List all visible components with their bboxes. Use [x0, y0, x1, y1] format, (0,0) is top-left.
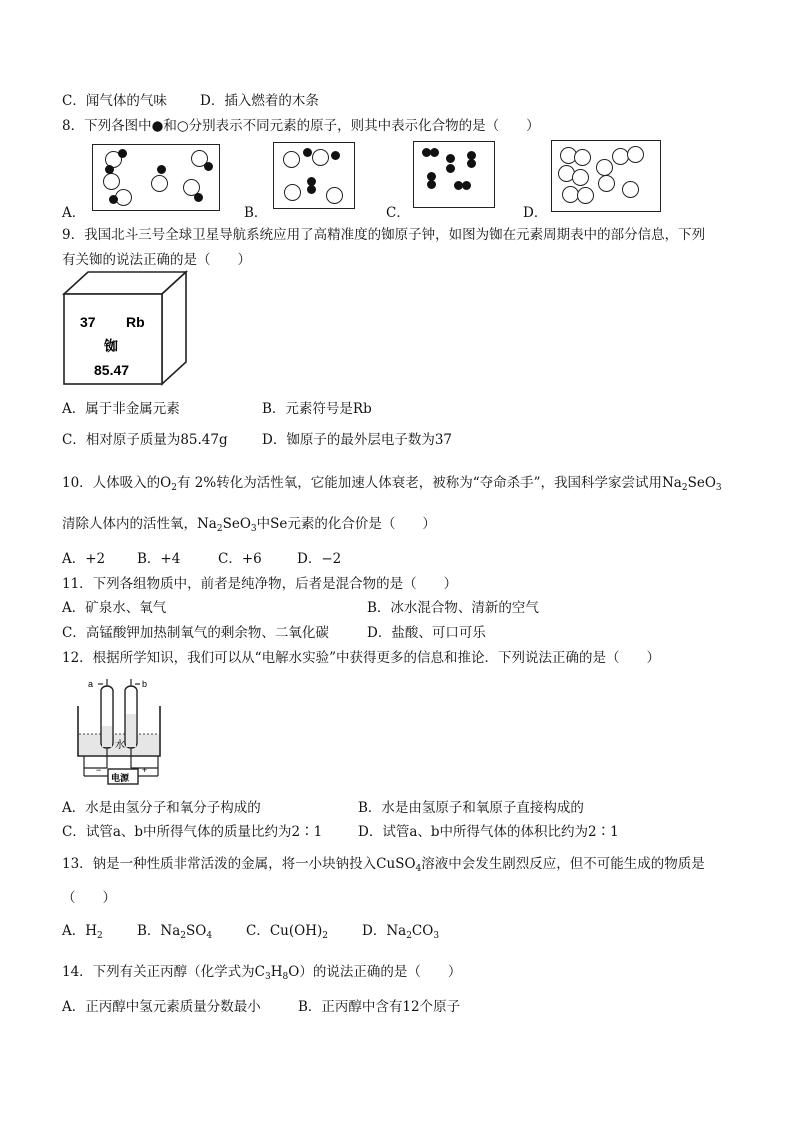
element-symbol: Rb: [126, 314, 145, 330]
q12-option-a: A．水是由氢分子和氧分子构成的: [62, 800, 261, 816]
q13-option-b: B．$Na_2SO_4$: [137, 923, 213, 941]
q8-figure-b: [273, 142, 355, 209]
q11-option-a: A．矿泉水、氧气: [62, 600, 167, 616]
q12-stem: 12．根据所学知识，我们可以从“电解水实验”中获得更多的信息和推论．下列说法正确的是（ ）: [62, 650, 660, 666]
power-minus-label: −: [96, 765, 102, 775]
q8-figure-d: [551, 140, 661, 212]
q7-option-d: D．插入燃着的木条: [200, 93, 319, 109]
q9-option-b: B．元素符号是Rb: [262, 401, 372, 417]
q12-option-c: C．试管a、b中所得气体的质量比约为2∶1: [62, 824, 323, 840]
q11-option-b: B．冰水混合物、清新的空气: [367, 600, 539, 616]
q8-stem: 8．下列各图中●和○分别表示不同元素的原子，则其中表示化合物的是（ ）: [62, 118, 540, 134]
q10-stem-1: 10．人体吸入的$O_2$有 2%转化为活性氧，它能加速人体衰老，被称为“夺命杀手”，我国科学家尝试用$Na_2SeO_3$: [62, 475, 722, 493]
q11-option-c: C．高锰酸钾加热制氧气的剩余物、二氧化碳: [62, 625, 329, 641]
electrolysis-apparatus: [74, 676, 166, 786]
tube-a-label: a: [88, 679, 94, 689]
q10-option-a: A．+2: [62, 551, 106, 567]
q14-option-b: B．正丙醇中含有12个原子: [298, 999, 461, 1015]
q11-stem: 11．下列各组物质中，前者是纯净物，后者是混合物的是（ ）: [62, 576, 458, 592]
element-atomic-mass: 85.47: [94, 362, 130, 378]
tube-b-label: b: [142, 679, 148, 689]
element-atomic-number: 37: [80, 314, 96, 330]
q9-option-c: C．相对原子质量为85.47g: [62, 432, 228, 448]
q10-option-c: C．+6: [218, 551, 262, 567]
q8-label-d: D．: [523, 205, 548, 221]
q9-option-a: A．属于非金属元素: [62, 401, 180, 417]
q13-option-a: A．$H_2$: [62, 923, 103, 941]
q8-label-c: C．: [386, 205, 410, 221]
q12-option-d: D．试管a、b中所得气体的体积比约为2∶1: [358, 824, 619, 840]
q7-option-c: C．闻气体的气味: [62, 93, 167, 109]
q10-stem-2: 清除人体内的活性氧，$Na_2SeO_3$中Se元素的化合价是（ ）: [62, 516, 436, 534]
q14-stem: 14．下列有关正丙醇（化学式为$C_3H_8O$）的说法正确的是（ ）: [62, 964, 462, 982]
q8-figure-a: [92, 144, 220, 211]
q11-option-d: D．盐酸、可口可乐: [367, 625, 486, 641]
q13-paren: （ ）: [62, 890, 116, 906]
q10-option-d: D．−2: [297, 551, 342, 567]
water-label: 水: [115, 740, 125, 751]
q13-option-c: C．$Cu(OH)_2$: [246, 923, 328, 941]
q14-option-a: A．正丙醇中氢元素质量分数最小: [62, 999, 261, 1015]
element-name: 铷: [104, 338, 118, 354]
power-plus-label: +: [142, 765, 148, 775]
q8-figure-c: [413, 141, 495, 208]
q13-option-d: D．$Na_2CO_3$: [362, 923, 440, 941]
q10-option-b: B．+4: [137, 551, 181, 567]
q9-stem-2: 有关铷的说法正确的是（ ）: [62, 252, 251, 268]
q9-option-d: D．铷原子的最外层电子数为37: [262, 432, 453, 448]
q8-label-b: B．: [244, 205, 268, 221]
q13-stem: 13．钠是一种性质非常活泼的金属，将一小块钠投入CuSO$_4$溶液中会发生剧烈反应，但不可能生成的物质是: [62, 856, 705, 874]
power-supply-label: 电源: [111, 774, 130, 784]
q8-label-a: A．: [62, 205, 86, 221]
q12-option-b: B．水是由氢原子和氧原子直接构成的: [358, 800, 584, 816]
q9-stem-1: 9．我国北斗三号全球卫星导航系统应用了高精准度的铷原子钟，如图为铷在元素周期表中的部分信息，下列: [62, 227, 706, 243]
element-cell-rb: [62, 270, 194, 390]
